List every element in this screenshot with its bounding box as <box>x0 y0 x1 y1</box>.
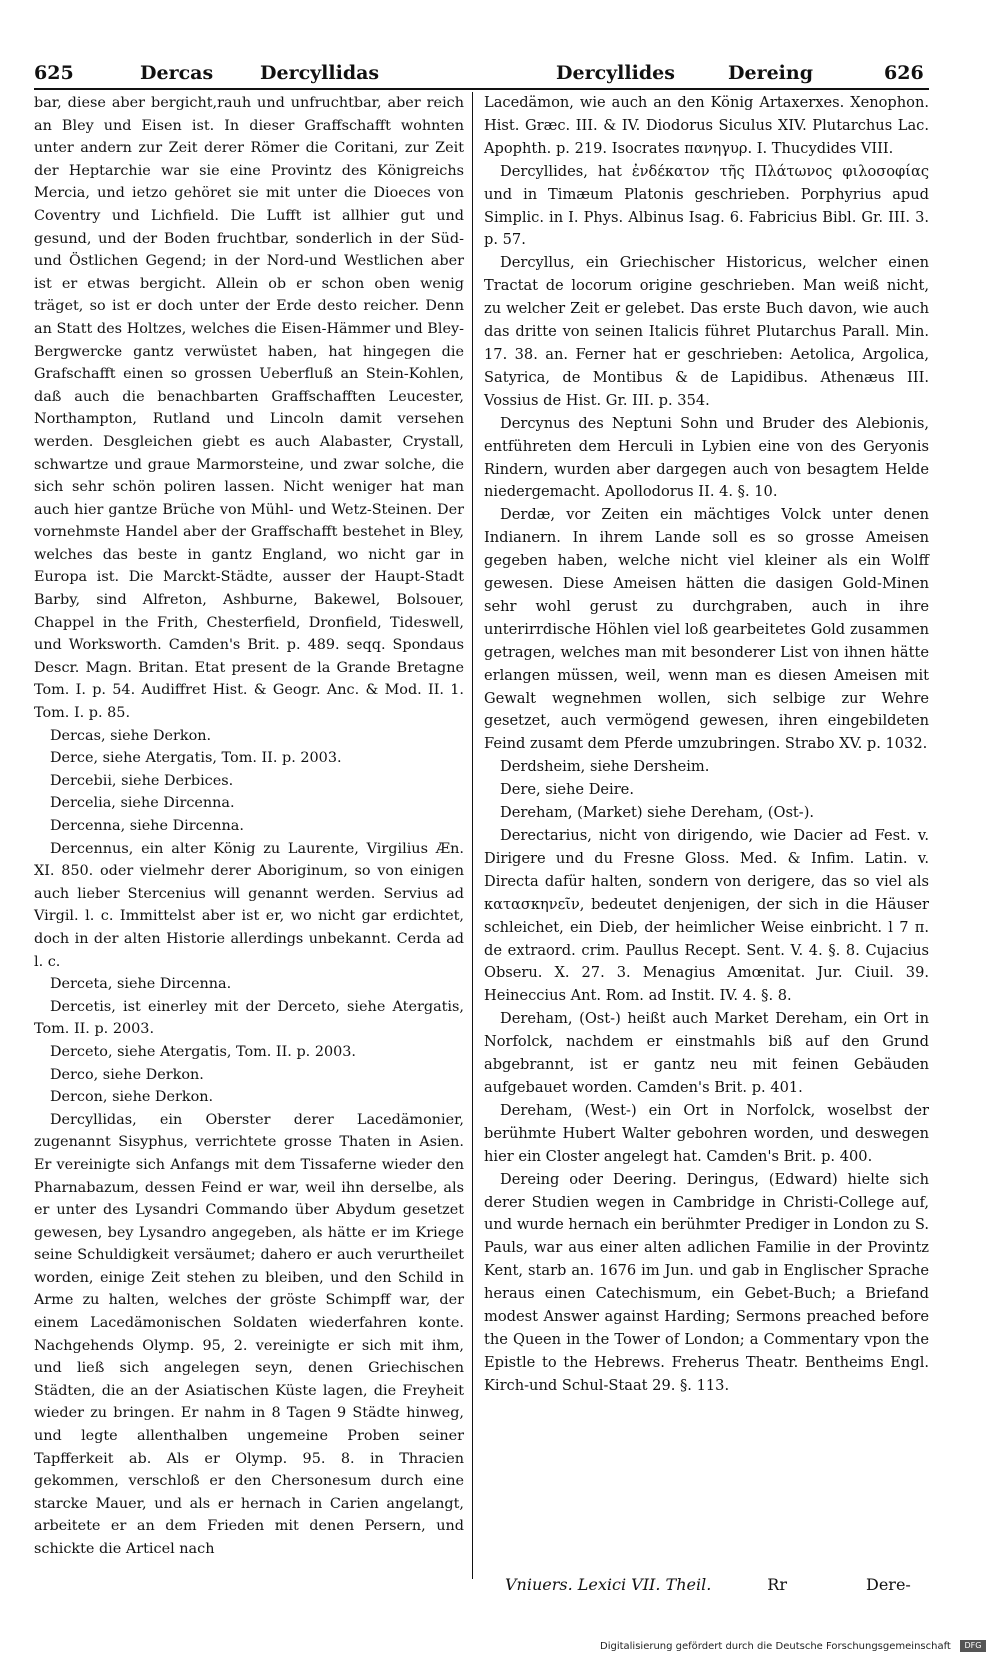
entry: Derco, siehe Derkon. <box>50 1066 204 1083</box>
left-page-number: 625 <box>34 62 74 84</box>
column-divider <box>472 92 473 1579</box>
entry: Derdsheim, siehe Dersheim. <box>500 758 710 776</box>
entry: Derceto, siehe Atergatis, Tom. II. p. 2003. <box>50 1043 357 1060</box>
right-page-number: 626 <box>884 62 924 84</box>
entry: Dereham, (Market) siehe Dereham, (Ost-). <box>500 804 815 822</box>
volume-signature: Vniuers. Lexici VII. Theil. <box>505 1575 712 1594</box>
catchword: Dere- <box>866 1575 911 1594</box>
entry: Dercas, siehe Derkon. <box>50 727 212 744</box>
entry: Dereing oder Deering. Deringus, (Edward) hielte sich derer Studien wegen in Cambridge in Christi-College auf, und wurde hernach ein berühmter Prediger in London zu S. Pauls, war aus einer alten adlichen Familie in der Provintz Kent, starb an. 1676 im Jun. und gab in Englischer Sprache heraus einen Catechismum, ein Gebet-Buch; a Briefand modest Answer against Harding; Sermons preached before the Queen in the Tower of London; a Commentary vpon the Epistle to the Hebrews. Freherus Theatr. Bentheims Engl. Kirch-und Schul-Staat 29. §. 113. <box>484 1170 929 1394</box>
digitization-footer: Digitalisierung gefördert durch die Deutsche Forschungsgemeinschaft <box>600 1641 951 1652</box>
signature-line <box>505 1575 787 1594</box>
sheet-signature: Rr <box>767 1575 787 1594</box>
entry: Dercetis, ist einerley mit der Derceto, siehe Atergatis, Tom. II. p. 2003. <box>34 998 464 1038</box>
left-catchword-last: Dercyllidas <box>260 62 380 84</box>
entry: Dercyllides, hat ἐνδέκατον τῆς Πλάτωνος φιλοσοφίας und in Timæum Platonis geschrieben. Porphyrius apud Simplic. in I. Phys. Albinus Isag. 6. Fabricius Bibl. Gr. III. 3. p. 57. <box>484 162 929 249</box>
entry: Dercon, siehe Derkon. <box>50 1089 214 1106</box>
entry: Lacedämon, wie auch an den König Artaxerxes. Xenophon. Hist. Græc. III. & IV. Diodorus Siculus XIV. Plutarchus Lac. Apophth. p. 219. Isocrates πανηγυρ. I. Thucydides VIII. <box>484 94 929 157</box>
dfg-logo: DFG <box>960 1640 986 1652</box>
entry: Dercyllus, ein Griechischer Historicus, welcher einen Tractat de locorum origine geschrieben. Man weiß nicht, zu welcher Zeit er gelebet. Das erste Buch davon, wie auch das dritte von seinen Italicis führet Plutarchus Parall. Min. 17. 38. an. Ferner hat er geschrieben: Aetolica, Argolica, Satyrica, de Montibus & de Lapidibus. Athenæus III. Vossius de Hist. Gr. III. p. 354. <box>484 254 929 409</box>
left-column <box>34 92 464 1561</box>
right-catchword-first: Dercyllides <box>556 62 675 84</box>
header-rule <box>34 88 929 90</box>
entry: Dereham, (West-) ein Ort in Norfolck, woselbst der berühmte Hubert Walter gebohren worden, und deswegen hier ein Closter angelegt hat. Camden's Brit. p. 400. <box>484 1101 929 1165</box>
entry: Dercennus, ein alter König zu Laurente, Virgilius Æn. XI. 850. oder vielmehr derer Aboriginum, so von einigen auch lieber Stercenius will genannt werden. Servius ad Virgil. l. c. Immittelst aber ist er, wo nicht gar erdichtet, doch in der alten Historie allerdings unbekannt. Cerda ad l. c. <box>34 840 464 970</box>
entry: Dercebii, siehe Derbices. <box>50 772 234 789</box>
entry: Dercelia, siehe Dircenna. <box>50 795 235 812</box>
right-catchword-last: Dereing <box>728 62 813 84</box>
running-header <box>34 56 929 88</box>
entry: Derce, siehe Atergatis, Tom. II. p. 2003. <box>50 750 342 767</box>
entry: Dercyllidas, ein Oberster derer Lacedämonier, zugenannt Sisyphus, verrichtete grosse Thaten in Asien. Er vereinigte sich Anfangs mit dem Tissaferne wieder den Pharnabazum, dessen Feind er war, weil ihn derselbe, als er unter des Lysandri Commando über Abydum gesetzet gewesen, bey Lysandro angegeben, als hätte er im Kriege seine Schuldigkeit versäumet; dahero er auch verurtheilet worden, einige Zeit stehen zu bleiben, und den Schild in Arme zu halten, welches der gröste Schimpff war, der einem Lacedämonischen Soldaten wiederfahren konte. Nachgehends Olymp. 95, 2. vereinigte er sich mit ihm, und ließ sich angelegen seyn, denen Griechischen Städten, die an der Asiatischen Küste lagen, die Freyheit wieder zu bringen. Er nahm in 8 Tagen 9 Städte hinweg, und legte allenthalben ungemeine Proben seiner Tapfferkeit ab. Als er Olymp. 95. 8. in Thracien gekommen, verschloß er den Chersonesum durch eine starcke Mauer, und als er hernach in Carien angelangt, arbeitete er an dem Frieden mit denen Persern, und schickte die Articel nach <box>34 1111 464 1557</box>
right-column <box>484 92 929 1398</box>
entry: bar, diese aber bergicht,rauh und unfruchtbar, aber reich an Bley und Eisen ist. In dieser Graffschafft wohnten unter andern zur Zeit derer Römer die Coritani, zur Zeit der Heptarchie war sie eine Provintz des Königreichs Mercia, und ietzo gehöret sie mit unter die Dioeces von Coventry und Lichfield. Die Lufft ist allhier gut und gesund, und der Boden fruchtbar, sonderlich in der Süd-und Östlichen Gegend; in der Nord-und Westlichen aber ist er etwas bergicht. Allein ob er schon oben wenig träget, so ist er doch unter der Erde desto reicher. Denn an Statt des Holtzes, welches die Eisen-Hämmer und Bley-Bergwercke gantz verwüstet haben, hat hingegen die Grafschafft einen so grossen Ueberfluß an Stein-Kohlen, daß auch die benachbarten Graffschafften Leucester, Northampton, Rutland und Lincoln damit versehen werden. Desgleichen giebt es auch Alabaster, Crystall, schwartze und graue Marmorsteine, und zwar solche, die sich sehr schön poliren lassen. Nicht weniger hat man auch hier gantze Brüche von Mühl- und Wetz-Steinen. Der vornehmste Handel aber der Graffschafft bestehet in Bley, welches das beste in gantz England, wo nicht gar in Europa ist. Die Marckt-Städte, ausser der Haupt-Stadt Barby, sind Alfreton, Ashburne, Bakewel, Bolsouer, Chappel in the Frith, Chesterfield, Dronfield, Tideswell, und Worksworth. Camden's Brit. p. 489. seqq. Spondaus Descr. Magn. Britan. Etat present de la Grande Bretagne Tom. I. p. 54. Audiffret Hist. & Geogr. Anc. & Mod. II. 1. Tom. I. p. 85. <box>34 95 464 722</box>
entry: Dereham, (Ost-) heißt auch Market Dereham, ein Ort in Norfolck, nachdem er einstmahls biß auf den Grund abgebrannt, ist er gantz neu mit feinen Gebäuden aufgebauet worden. Camden's Brit. p. 401. <box>484 1010 929 1096</box>
entry: Dere, siehe Deire. <box>500 781 634 799</box>
entry: Dercenna, siehe Dircenna. <box>50 818 244 834</box>
entry: Derectarius, nicht von dirigendo, wie Dacier ad Fest. v. Dirigere und du Fresne Gloss. Med. & Infim. Latin. v. Directa dafür halten, sondern von derigere, das so viel als κατασκηνεῖν, bedeutet denjenigen, der sich in die Häuser schleichet, ein Dieb, der heimlicher Weise einbricht. l 7 π. de extraord. crim. Paullus Recept. Sent. V. 4. §. 8. Cujacius Obseru. X. 27. 3. Menagius Amœnitat. Jur. Ciuil. 39. Heineccius Ant. Rom. ad Instit. IV. 4. §. 8. <box>484 827 929 1005</box>
entry: Dercynus des Neptuni Sohn und Bruder des Alebionis, entführeten dem Herculi in Lybien eine von des Geryonis Rindern, wurden aber dargegen auch von besagtem Helde niedergemacht. Apollodorus II. 4. §. 10. <box>484 414 929 501</box>
entry: Derceta, siehe Dircenna. <box>50 976 232 993</box>
left-catchword-first: Dercas <box>140 62 214 84</box>
entry: Derdæ, vor Zeiten ein mächtiges Volck unter denen Indianern. In ihrem Lande soll es so grosse Ameisen gegeben haben, welche nicht viel kleiner als ein Wolff gewesen. Diese Ameisen hätten die dasigen Gold-Minen sehr wohl gerust zu durchgraben, auch in ihre unterirrdische Höhlen viel loß gearbeitetes Gold zusammen getragen, welches man mit besonderer List von ihnen hätte erlangen müssen, weil, wenn man es diesen Ameisen mit Gewalt wegnehmen wollen, sich selbige zur Wehre gesetzet, auch vermögend gewesen, ihren eingebildeten Feind zusamt dem Pferde umzubringen. Strabo XV. p. 1032. <box>484 506 929 753</box>
